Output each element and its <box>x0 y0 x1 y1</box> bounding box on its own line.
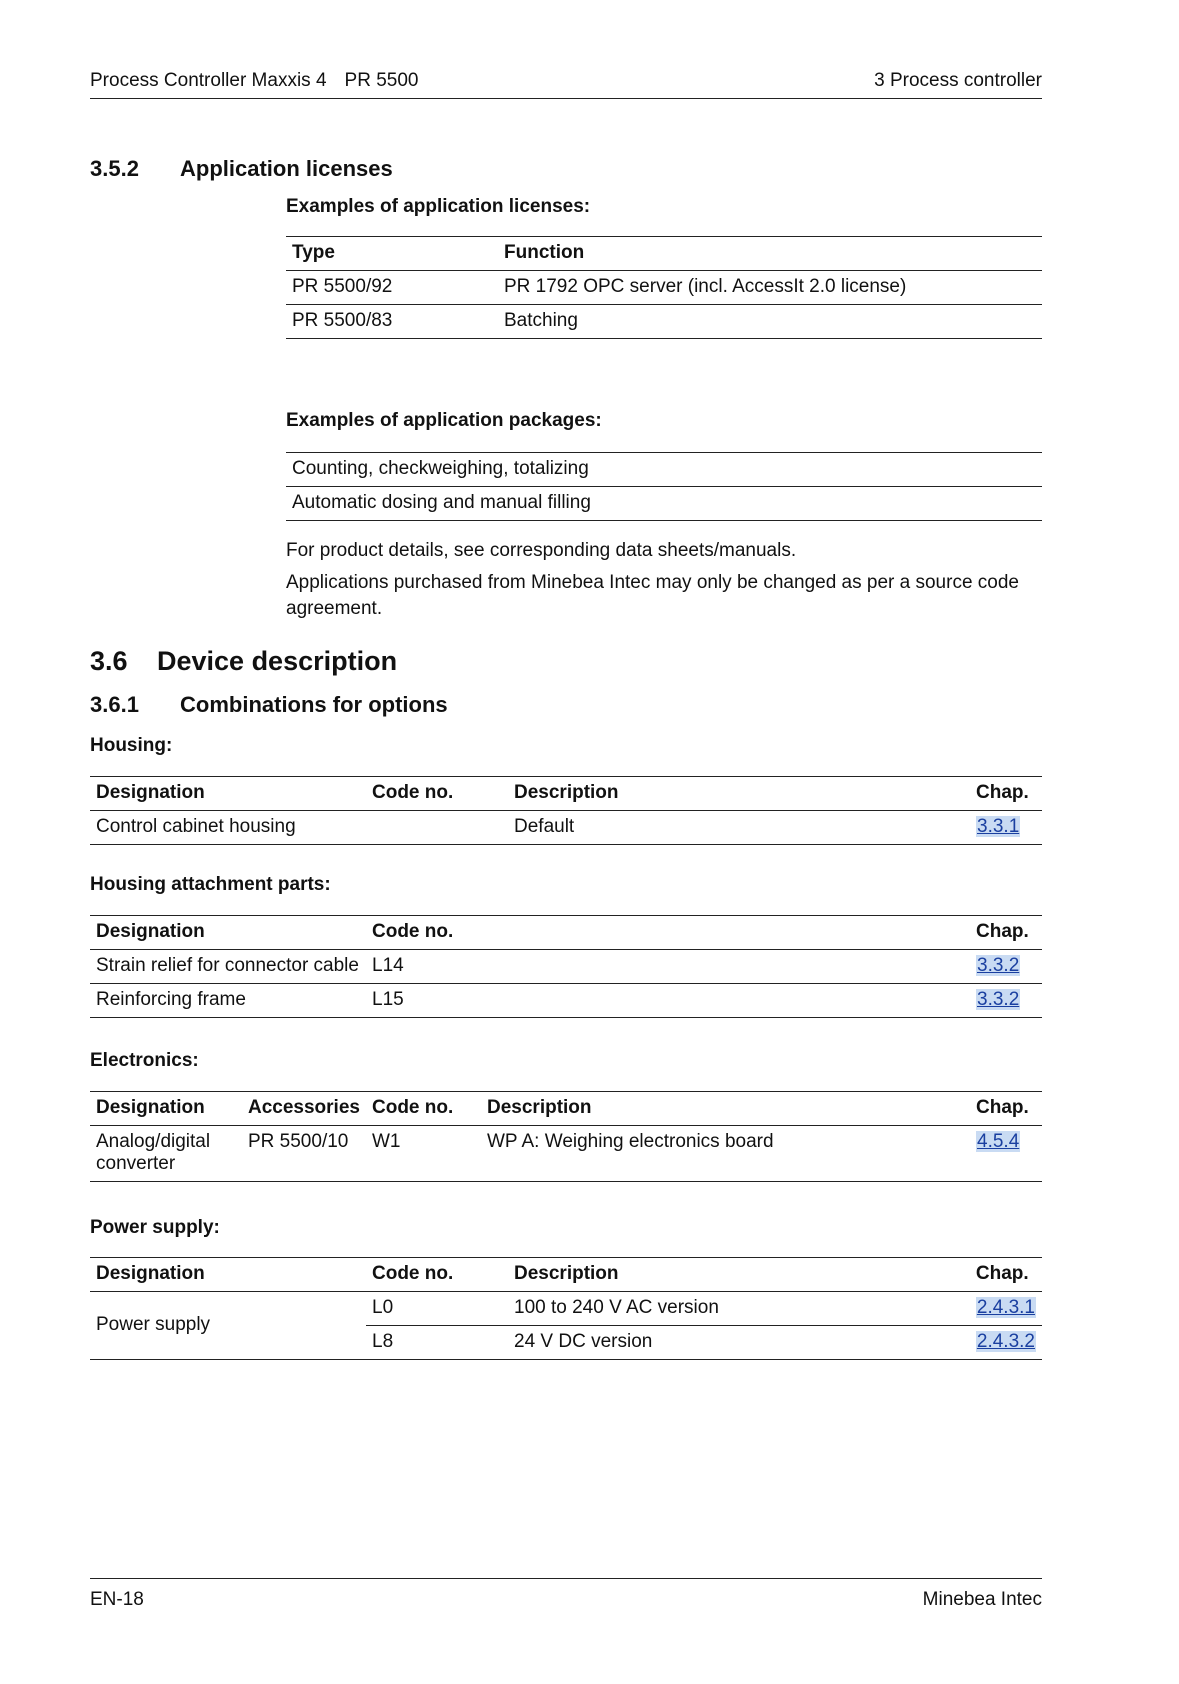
col-chap: Chap. <box>970 1258 1042 1292</box>
cell-accessories: PR 5500/10 <box>242 1126 366 1182</box>
table-header-row <box>90 777 1042 811</box>
cell-designation: Control cabinet housing <box>90 811 366 845</box>
table-row <box>90 1126 1042 1182</box>
section-number: 3.6 <box>90 646 128 676</box>
cell-designation: Analog/digital converter <box>90 1126 242 1182</box>
table-row <box>286 271 1042 305</box>
cell-chap <box>970 1292 1042 1326</box>
package-item: Automatic dosing and manual filling <box>286 487 1042 521</box>
col-accessories: Accessories <box>242 1092 366 1126</box>
cell-code: L14 <box>366 950 970 984</box>
section-title: Device description <box>157 646 398 676</box>
cell-type: PR 5500/92 <box>286 271 498 305</box>
attachment-table <box>90 915 1042 1018</box>
chapter-link[interactable]: 2.4.3.1 <box>976 1297 1035 1318</box>
header-chapter: 3 Process controller <box>874 70 1042 91</box>
cell-code: W1 <box>366 1126 481 1182</box>
chapter-link[interactable]: 4.5.4 <box>977 1131 1020 1152</box>
cell-description: 24 V DC version <box>508 1326 970 1360</box>
licenses-table <box>286 236 1042 339</box>
cell-chap <box>970 984 1042 1018</box>
cell-code: L0 <box>366 1292 508 1326</box>
table-row <box>286 487 1042 521</box>
col-function: Function <box>498 237 1042 271</box>
note-source-code: Applications purchased from Minebea Intec may only be changed as per a source code agreement. <box>286 572 1019 619</box>
cell-code: L15 <box>366 984 970 1018</box>
footer-brand: Minebea Intec <box>922 1589 1042 1610</box>
section-title: Combinations for options <box>180 692 448 717</box>
cell-designation: Strain relief for connector cable <box>90 950 366 984</box>
col-designation: Designation <box>90 916 366 950</box>
header-model: PR 5500 <box>344 70 419 91</box>
page-footer <box>90 1578 1042 1611</box>
col-code: Code no. <box>366 1258 508 1292</box>
table-header-row <box>90 916 1042 950</box>
section-title: Application licenses <box>180 156 393 181</box>
cell-type: PR 5500/83 <box>286 305 498 339</box>
cell-description: 100 to 240 V AC version <box>508 1292 970 1326</box>
cell-designation: Power supply <box>90 1292 366 1360</box>
licenses-label: Examples of application licenses: <box>286 196 591 217</box>
col-code: Code no. <box>366 1092 481 1126</box>
table-row <box>286 453 1042 487</box>
cell-code <box>366 811 508 845</box>
cell-designation: Reinforcing frame <box>90 984 366 1018</box>
col-code: Code no. <box>366 777 508 811</box>
power-table <box>90 1257 1042 1360</box>
table-row <box>90 811 1042 845</box>
col-chap: Chap. <box>970 916 1042 950</box>
col-designation: Designation <box>90 777 366 811</box>
col-description: Description <box>481 1092 970 1126</box>
col-description: Description <box>508 777 970 811</box>
table-header-row <box>286 237 1042 271</box>
cell-code: L8 <box>366 1326 508 1360</box>
attachment-label: Housing attachment parts: <box>90 874 331 895</box>
table-row <box>90 950 1042 984</box>
chapter-link[interactable]: 3.3.2 <box>977 989 1020 1010</box>
table-header-row <box>90 1258 1042 1292</box>
section-heading-3-5-2 <box>90 156 393 182</box>
col-type: Type <box>286 237 498 271</box>
note-product-details: For product details, see corresponding data sheets/manuals. <box>286 540 797 561</box>
header-product: Process Controller Maxxis 4 <box>90 70 327 91</box>
power-label: Power supply: <box>90 1217 220 1238</box>
electronics-label: Electronics: <box>90 1050 199 1071</box>
page-number: EN-18 <box>90 1589 144 1610</box>
col-designation: Designation <box>90 1092 242 1126</box>
electronics-table <box>90 1091 1042 1182</box>
table-row <box>90 1292 1042 1326</box>
table-row <box>286 305 1042 339</box>
cell-description: Default <box>508 811 970 845</box>
cell-function: Batching <box>498 305 1042 339</box>
col-description: Description <box>508 1258 970 1292</box>
cell-function: PR 1792 OPC server (incl. AccessIt 2.0 license) <box>498 271 1042 305</box>
housing-label: Housing: <box>90 735 173 756</box>
package-item: Counting, checkweighing, totalizing <box>286 453 1042 487</box>
packages-table <box>286 452 1042 521</box>
cell-chap <box>970 1126 1042 1182</box>
page-header <box>90 70 1042 99</box>
cell-chap <box>970 1326 1042 1360</box>
section-heading-3-6 <box>90 646 397 677</box>
housing-table <box>90 776 1042 845</box>
col-designation: Designation <box>90 1258 366 1292</box>
cell-chap <box>970 811 1042 845</box>
table-row <box>90 984 1042 1018</box>
chapter-link[interactable]: 3.3.1 <box>977 816 1020 837</box>
section-number: 3.6.1 <box>90 692 139 717</box>
section-heading-3-6-1 <box>90 692 448 718</box>
table-header-row <box>90 1092 1042 1126</box>
section-number: 3.5.2 <box>90 156 139 181</box>
col-chap: Chap. <box>970 777 1042 811</box>
cell-description: WP A: Weighing electronics board <box>481 1126 970 1182</box>
chapter-link[interactable]: 2.4.3.2 <box>976 1331 1035 1352</box>
chapter-link[interactable]: 3.3.2 <box>977 955 1020 976</box>
col-code: Code no. <box>366 916 970 950</box>
packages-label: Examples of application packages: <box>286 410 602 431</box>
col-chap: Chap. <box>970 1092 1042 1126</box>
cell-chap <box>970 950 1042 984</box>
header-left <box>90 70 418 92</box>
